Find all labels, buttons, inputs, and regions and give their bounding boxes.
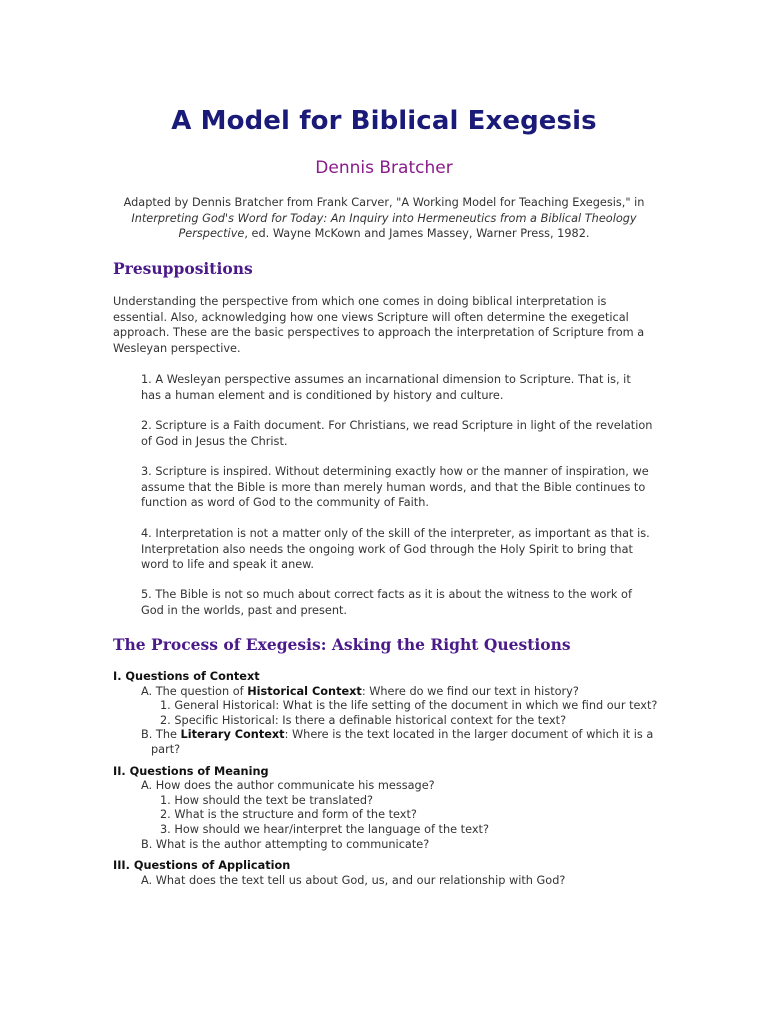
outline-group-application <box>113 859 673 888</box>
exegesis-outline <box>113 670 673 895</box>
citation-book-title: Interpreting God's Word for Today: An Inquiry into Hermeneutics from a Biblical Theology Perspective <box>131 211 637 240</box>
outline-text: A. The question of <box>141 684 248 698</box>
document-title: A Model for Biblical Exegesis <box>171 106 597 136</box>
outline-subitem: 1. General Historical: What is the life setting of the document in which we find our text? <box>160 699 658 713</box>
presupposition-item: 3. Scripture is inspired. Without determining exactly how or the manner of inspiration, we assume that the Bible is more than merely human words, and that the Bible continues to function as word of God to the community of Faith. <box>141 465 649 509</box>
outline-term: Historical Context <box>247 684 362 698</box>
outline-heading: III. Questions of Application <box>113 859 291 873</box>
presupposition-item: 4. Interpretation is not a matter only of the skill of the interpreter, as important as that is. Interpretation also needs the ongoing work of God through the Holy Spirit to bring that word to life and speak it anew. <box>141 527 650 571</box>
citation-prefix: Adapted by Dennis Bratcher from Frank Carver, "A Working Model for Teaching Exegesis," in <box>123 196 645 209</box>
citation-suffix: , ed. Wayne McKown and James Massey, Warner Press, 1982. <box>244 227 590 240</box>
citation <box>110 195 658 242</box>
presupposition-item: 1. A Wesleyan perspective assumes an incarnational dimension to Scripture. That is, it has a human element and is conditioned by history and culture. <box>141 373 631 402</box>
author-name: Dennis Bratcher <box>315 158 453 178</box>
outline-heading: I. Questions of Context <box>113 670 260 683</box>
outline-subitem: 2. What is the structure and form of the text? <box>160 808 417 822</box>
outline-item: A. What does the text tell us about God, us, and our relationship with God? <box>141 873 566 887</box>
outline-item: A. How does the author communicate his message? <box>141 779 435 793</box>
presupposition-item: 5. The Bible is not so much about correct facts as it is about the witness to the work of God in the worlds, past and present. <box>141 588 632 617</box>
outline-subitem: 2. Specific Historical: Is there a definable historical context for the text? <box>160 713 567 727</box>
outline-item: B. What is the author attempting to communicate? <box>141 837 430 851</box>
presupposition-item: 2. Scripture is a Faith document. For Christians, we read Scripture in light of the revelation of God in Jesus the Christ. <box>141 419 653 448</box>
outline-subitem: 3. How should we hear/interpret the language of the text? <box>160 822 489 836</box>
outline-heading: II. Questions of Meaning <box>113 764 269 778</box>
outline-text: B. The <box>141 728 181 742</box>
outline-group-meaning <box>113 765 673 853</box>
outline-group-context <box>113 670 673 758</box>
outline-text: : Where is the text located in the larger document of which it is a part? <box>151 728 654 756</box>
section-heading-presuppositions: Presuppositions <box>113 259 253 278</box>
outline-item <box>113 685 673 700</box>
outline-subitem: 1. How should the text be translated? <box>160 793 374 807</box>
outline-term: Literary Context <box>180 728 285 742</box>
presuppositions-intro: Understanding the perspective from which one comes in doing biblical interpretation is essential. Also, acknowledging how one views Scripture will often determine the exegetical approach. These are the basic perspectives to approach the interpretation of Scripture from a Wesleyan perspective. <box>113 295 645 355</box>
outline-item <box>113 728 673 757</box>
outline-text: : Where do we find our text in history? <box>361 684 579 698</box>
section-heading-process: The Process of Exegesis: Asking the Right Questions <box>113 635 571 654</box>
